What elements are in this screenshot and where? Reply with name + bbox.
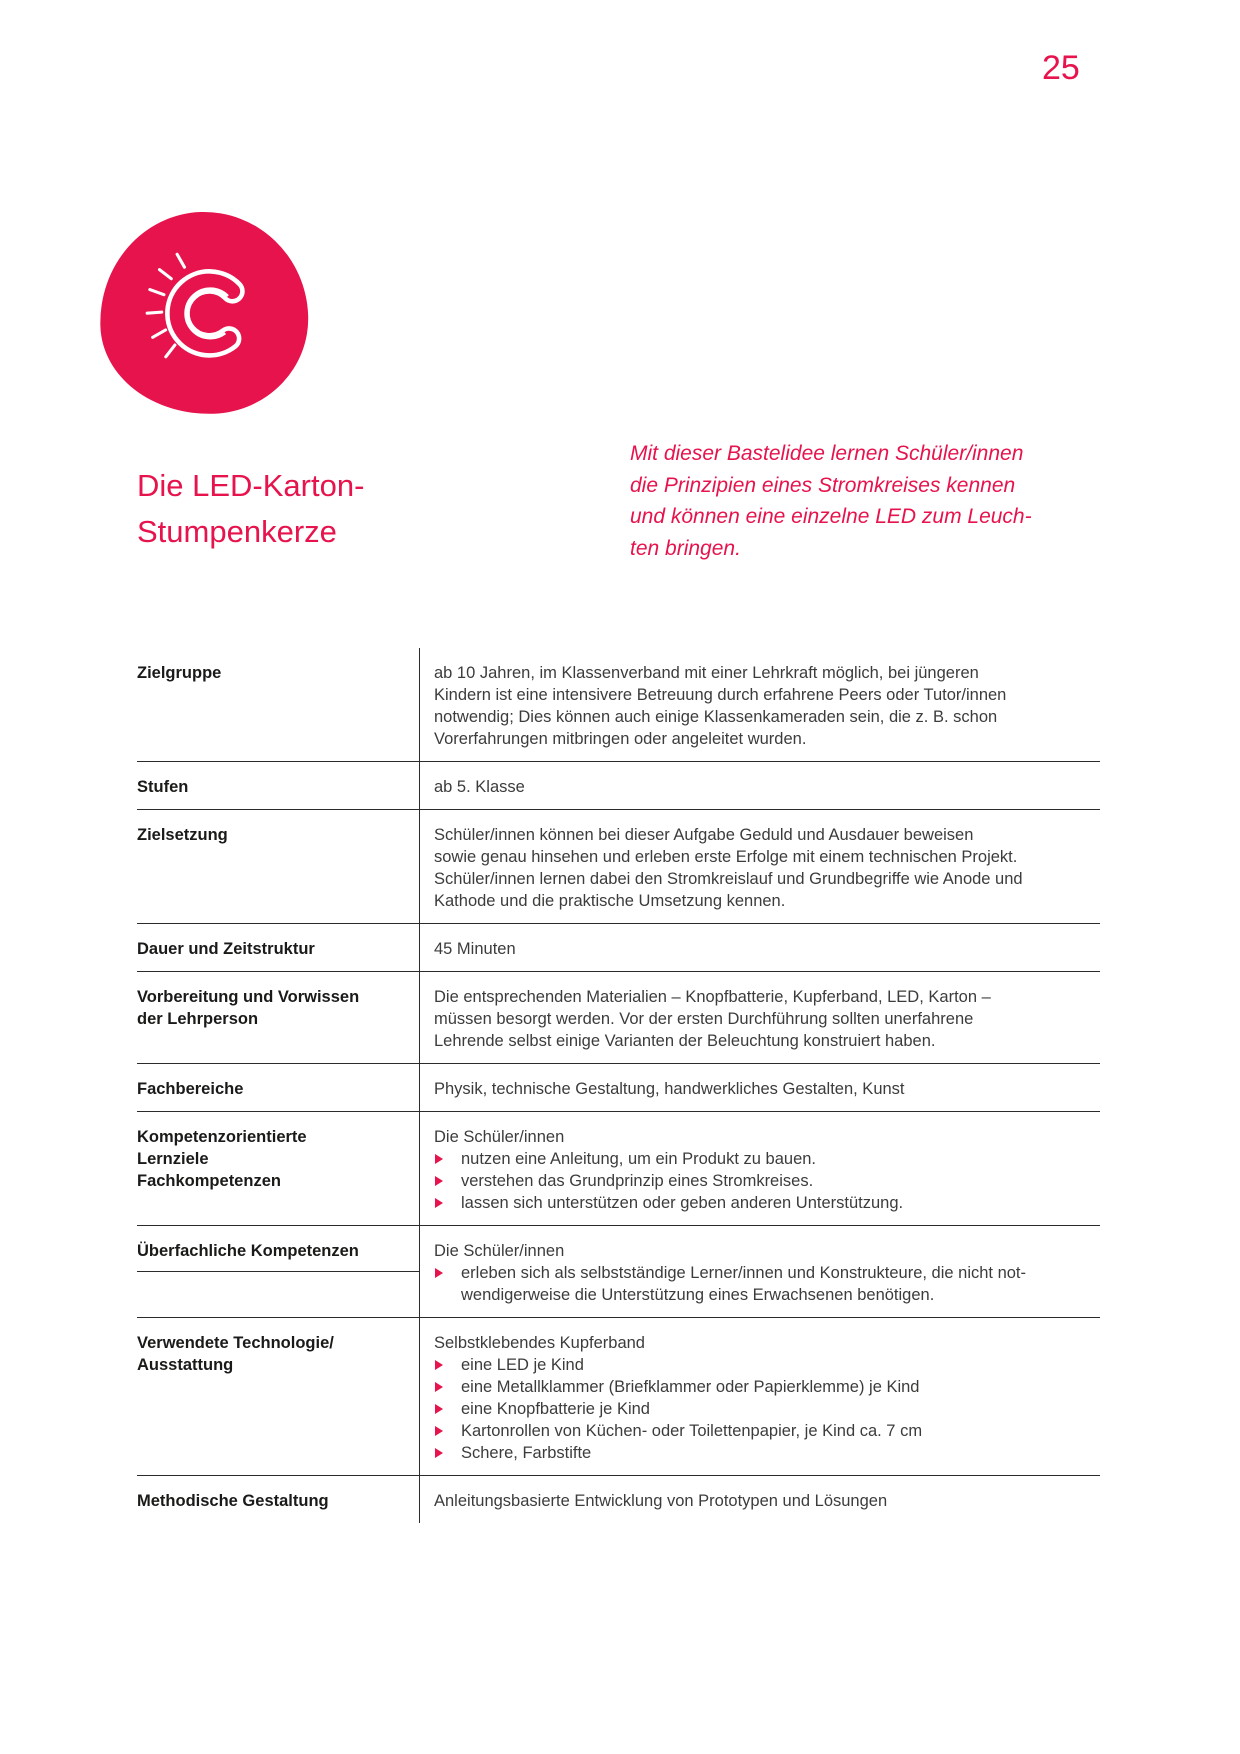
bullet-line: Schere, Farbstifte <box>461 1444 592 1462</box>
bullet-item <box>434 1354 1090 1376</box>
table-row <box>137 648 1100 762</box>
row-label-cell <box>137 924 419 971</box>
intro-line: ten bringen. <box>630 536 741 560</box>
table-row <box>137 924 1100 972</box>
bullet-text <box>461 1262 1026 1306</box>
bullet-item <box>434 1192 1090 1214</box>
content-line: ab 10 Jahren, im Klassenverband mit einer Lehrkraft möglich, bei jüngeren <box>434 664 979 682</box>
row-label-cell <box>137 762 419 809</box>
page-number: 25 <box>1042 49 1080 87</box>
content-line: Physik, technische Gestaltung, handwerkliches Gestalten, Kunst <box>434 1080 905 1098</box>
page-title-line: Stumpenkerze <box>137 514 337 549</box>
bullet-text <box>461 1420 922 1442</box>
bullet-item <box>434 1442 1090 1464</box>
content-line: Kindern ist eine intensivere Betreuung durch erfahrene Peers oder Tutor/innen <box>434 686 1007 704</box>
row-label-cell <box>137 648 419 761</box>
content-line: 45 Minuten <box>434 940 516 958</box>
content-line: Die entsprechenden Materialien – Knopfbatterie, Kupferband, LED, Karton – <box>434 988 991 1006</box>
row-content-cell <box>419 1318 1100 1475</box>
content-line: Selbstklebendes Kupferband <box>434 1334 645 1352</box>
bullet-line: wendigerweise die Unterstützung eines Erwachsenen benötigen. <box>461 1286 935 1304</box>
table-row <box>137 1318 1100 1476</box>
bullet-text <box>461 1148 816 1170</box>
row-label: Zielgruppe <box>137 664 222 682</box>
bullet-triangle-icon <box>435 1360 443 1370</box>
bullet-triangle-icon <box>435 1268 443 1278</box>
row-label-cell <box>137 810 419 923</box>
page-title <box>137 463 364 555</box>
row-label: Kompetenzorientierte <box>137 1128 307 1146</box>
content-line: müssen besorgt werden. Vor der ersten Durchführung sollten unerfahrene <box>434 1010 974 1028</box>
row-label: Lernziele <box>137 1150 209 1168</box>
bullet-item <box>434 1398 1090 1420</box>
row-content-cell <box>419 924 1100 971</box>
content-line: notwendig; Dies können auch einige Klassenkameraden sein, die z. B. schon <box>434 708 998 726</box>
row-label-cell <box>137 1064 419 1111</box>
row-content-cell <box>419 648 1100 761</box>
row-label-cell <box>137 1476 419 1523</box>
row-label-cell <box>137 972 419 1063</box>
row-content-cell <box>419 1112 1100 1225</box>
row-content-cell <box>419 1476 1100 1523</box>
content-line: Kathode und die praktische Umsetzung kennen. <box>434 892 786 910</box>
intro-line: Mit dieser Bastelidee lernen Schüler/innen <box>630 442 1024 465</box>
bullet-item <box>434 1376 1090 1398</box>
table-row <box>137 1112 1100 1226</box>
row-label: Fachbereiche <box>137 1080 244 1098</box>
row-label-cell <box>137 1318 419 1475</box>
intro-line: und können eine einzelne LED zum Leuch- <box>630 505 1032 528</box>
content-line: Anleitungsbasierte Entwicklung von Prototypen und Lösungen <box>434 1492 888 1510</box>
bullet-line: verstehen das Grundprinzip eines Stromkreises. <box>461 1172 814 1190</box>
bullet-triangle-icon <box>435 1382 443 1392</box>
content-line: Schüler/innen können bei dieser Aufgabe Geduld und Ausdauer beweisen <box>434 826 974 844</box>
bullet-item <box>434 1148 1090 1170</box>
row-label: Fachkompetenzen <box>137 1172 281 1190</box>
row-content-cell <box>419 1064 1100 1111</box>
bullet-line: erleben sich als selbstständige Lerner/innen und Konstrukteure, die nicht not- <box>461 1264 1027 1282</box>
bullet-line: eine Knopfbatterie je Kind <box>461 1400 650 1418</box>
bullet-line: nutzen eine Anleitung, um ein Produkt zu bauen. <box>461 1150 816 1168</box>
row-label: Vorbereitung und Vorwissen <box>137 988 360 1006</box>
row-label-cell <box>137 1226 419 1317</box>
bullet-text <box>461 1376 919 1398</box>
row-label: Methodische Gestaltung <box>137 1492 329 1510</box>
row-content-cell <box>419 762 1100 809</box>
row-content-cell <box>419 810 1100 923</box>
table-row <box>137 1476 1100 1523</box>
bullet-text <box>461 1442 591 1464</box>
bullet-text <box>461 1354 584 1376</box>
bullet-triangle-icon <box>435 1176 443 1186</box>
bullet-triangle-icon <box>435 1154 443 1164</box>
row-label: Dauer und Zeitstruktur <box>137 940 315 958</box>
bullet-triangle-icon <box>435 1404 443 1414</box>
bullet-item <box>434 1420 1090 1442</box>
bullet-triangle-icon <box>435 1198 443 1208</box>
intro-paragraph <box>630 438 1032 564</box>
bullet-line: eine LED je Kind <box>461 1356 584 1374</box>
cardboard-roll-c-icon <box>138 244 271 382</box>
bullet-triangle-icon <box>435 1426 443 1436</box>
row-label-cell <box>137 1112 419 1225</box>
info-table <box>137 648 1100 1523</box>
table-row <box>137 1226 1100 1318</box>
table-row <box>137 810 1100 924</box>
page-title-line: Die LED-Karton- <box>137 468 365 503</box>
bullet-item <box>434 1262 1090 1306</box>
content-line: Lehrende selbst einige Varianten der Beleuchtung konstruiert haben. <box>434 1032 936 1050</box>
row-label: Zielsetzung <box>137 826 228 844</box>
content-line: Schüler/innen lernen dabei den Stromkreislauf und Grundbegriffe wie Anode und <box>434 870 1023 888</box>
table-row <box>137 1064 1100 1112</box>
content-line: ab 5. Klasse <box>434 778 525 796</box>
content-line: Die Schüler/innen <box>434 1128 565 1146</box>
intro-line: die Prinzipien eines Stromkreises kennen <box>630 473 1016 497</box>
content-line: Vorerfahrungen mitbringen oder angeleitet wurden. <box>434 730 807 748</box>
row-label: Ausstattung <box>137 1356 234 1374</box>
content-line: sowie genau hinsehen und erleben erste Erfolge mit einem technischen Projekt. <box>434 848 1018 866</box>
bullet-triangle-icon <box>435 1448 443 1458</box>
bullet-line: eine Metallklammer (Briefklammer oder Papierklemme) je Kind <box>461 1378 920 1396</box>
table-row <box>137 972 1100 1064</box>
row-label: Verwendete Technologie/ <box>137 1334 334 1352</box>
row-label: Stufen <box>137 778 189 796</box>
bullet-text <box>461 1192 903 1214</box>
row-content-cell <box>419 1226 1100 1317</box>
table-row <box>137 762 1100 810</box>
bullet-item <box>434 1170 1090 1192</box>
row-label: Überfachliche Kompetenzen <box>137 1242 359 1260</box>
content-line: Die Schüler/innen <box>434 1242 565 1260</box>
chapter-logo <box>97 208 312 417</box>
bullet-text <box>461 1170 813 1192</box>
bullet-line: Kartonrollen von Küchen- oder Toilettenpapier, je Kind ca. 7 cm <box>461 1422 923 1440</box>
row-content-cell <box>419 972 1100 1063</box>
bullet-text <box>461 1398 650 1420</box>
bullet-line: lassen sich unterstützen oder geben anderen Unterstützung. <box>461 1194 904 1212</box>
row-label: der Lehrperson <box>137 1010 259 1028</box>
